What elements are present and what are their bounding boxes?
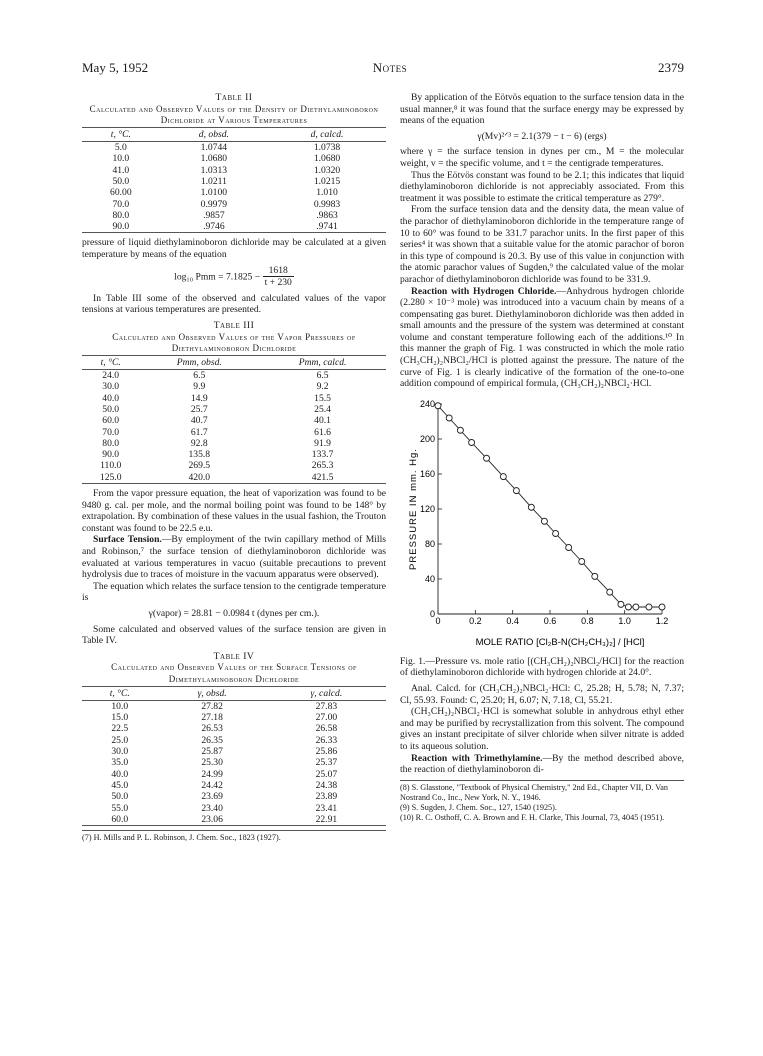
- table3: [82, 355, 386, 484]
- paragraph-surface-tension: [82, 534, 386, 580]
- table-row: [82, 187, 386, 198]
- header-page-number: 2379: [658, 60, 684, 75]
- data-point: [633, 604, 639, 610]
- table-cell: 23.89: [315, 791, 338, 803]
- table-row: [82, 142, 386, 154]
- table-cell: 27.18: [201, 712, 223, 724]
- table-cell: 22.91: [267, 814, 386, 826]
- table-row: [82, 404, 386, 415]
- hcl-text: —Anhydrous hydrogen chloride (2.280 × 10⁻³ mole) was introduced into a vacuum chain by means of a compensating gas buret. Diethylaminoboron dichloride was then added in small amounts and the pressure of the system was determined at constant volume and constant temperature following each of the additions.¹⁰ In this manner the graph of Fig. 1 was constructed in which the mole ratio (CH₃CH₂)₂NBCl₂/HCl is plotted against the pressure. The nature of the curve of Fig. 1 is clearly indicative of the formation of the one-to-one addition compound of empirical formula, (CH₃CH₂)₂NBCl₂·HCl.: [400, 285, 684, 390]
- paragraph-hydrogen-chloride: [400, 286, 684, 390]
- paragraph-vapor-equation-intro: pressure of liquid diethylaminoboron dichloride may be calculated at a given temperature by means of the equation: [82, 237, 386, 261]
- footnote-9: (9) S. Sugden, J. Chem. Soc., 127, 1540 (1925).: [400, 802, 557, 812]
- table-cell: 61.7: [190, 426, 208, 438]
- data-point: [446, 415, 452, 421]
- paragraph-analysis: Anal. Calcd. for (CH₃CH₂)₂NBCl₂·HCl: C, 25.28; H, 5.78; N, 7.37; Cl, 55.93. Found: C, 25.20; H, 6.07; N, 7.18, Cl, 55.21.: [400, 683, 684, 706]
- right-column: [400, 92, 684, 823]
- header-section: Notes: [372, 60, 408, 75]
- x-tick-label: 0.6: [543, 615, 557, 626]
- data-point: [625, 604, 631, 610]
- table-cell: 1.0215: [313, 175, 341, 187]
- table-cell: 60.00: [110, 187, 132, 199]
- table-row: [82, 393, 386, 404]
- data-point: [607, 589, 613, 595]
- data-point: [513, 487, 519, 493]
- table-cell: 421.5: [259, 472, 386, 484]
- y-tick-label: 160: [419, 468, 435, 479]
- y-tick-label: 0: [429, 608, 435, 619]
- x-tick-label: 0.8: [581, 615, 594, 626]
- section-heading-hcl: Reaction with Hydrogen Chloride.: [411, 285, 557, 297]
- data-point: [528, 504, 534, 510]
- table-cell: 30.0: [111, 746, 129, 758]
- equation-surface-tension: γ(vapor) = 28.81 − 0.0984 t (dynes per cm.).: [148, 608, 320, 619]
- surface-tension-text: —By employment of the twin capillary method of Mills and Robinson,⁷ the surface tension of diethylaminoboron dichloride was evaluated at various temperatures in vacuo (suitable precautions to prevent hydrolysis due to traces of moisture in the vacuum apparatus were observed).: [82, 534, 386, 581]
- paragraph-parachor: From the surface tension data and the density data, the mean value of the parachor of diethylaminoboron dichloride in the temperature range of 10 to 60° was found to be 331.7 parachor units. In the first paper of this series⁴ it was shown that a suitable value for the atomic parachor of boron in this type of compound is 20.3. By use of this value in conjunction with the atomic parachor values of Sugden,⁹ the calculated value of the molar parachor of diethylaminoboron dichloride was found to be 331.9.: [400, 204, 684, 285]
- table-cell: 15.5: [314, 392, 331, 404]
- table-cell: 1.0680: [313, 153, 341, 165]
- footnote-10: (10) R. C. Osthoff, C. A. Brown and F. H. Clarke, This Journal, 73, 4045 (1951).: [400, 812, 665, 822]
- table-cell: 50.0: [112, 175, 130, 187]
- table-row: [82, 381, 386, 392]
- table-cell: .9863: [316, 209, 338, 221]
- table-row: [82, 757, 386, 768]
- table-cell: 35.0: [111, 757, 129, 769]
- table-header-row: [82, 686, 386, 700]
- table-row: [82, 221, 386, 233]
- x-tick-label: 0.4: [506, 615, 519, 626]
- table-row: [82, 712, 386, 723]
- table-cell: .9741: [268, 221, 386, 233]
- table-row: [82, 735, 386, 746]
- table-cell: 14.9: [190, 392, 208, 404]
- section-heading-trimethylamine: Reaction with Trimethylamine.: [411, 752, 543, 764]
- data-point: [500, 473, 506, 479]
- table-row: [82, 769, 386, 780]
- data-point: [541, 518, 547, 524]
- equation-numerator: 1618: [263, 265, 294, 278]
- table-cell: 30.0: [102, 381, 120, 393]
- table-cell: 26.53: [201, 723, 223, 735]
- table-cell: 1.0100: [200, 187, 228, 199]
- table-header-cell: γ, obsd.: [157, 686, 266, 700]
- table-cell: 265.3: [311, 460, 334, 472]
- table-row: [82, 472, 386, 484]
- table-cell: 40.1: [314, 415, 331, 427]
- table-cell: 25.7: [190, 403, 208, 415]
- table-cell: 23.06: [157, 814, 266, 826]
- paragraph-solubility: (CH₃CH₂)₂NBCl₂·HCl is somewhat soluble in anhydrous ethyl ether and may be purified by recrystallization from this solvent. The compound gives an instant precipitate of silver chloride when silver nitrate is added to its aqueous solution.: [400, 706, 684, 752]
- x-tick-label: 0: [435, 615, 441, 626]
- data-point: [435, 403, 441, 409]
- table2-caption: Calculated and Observed Values of the Density of Diethylaminoboron Dichloride at Various Temperatures: [89, 103, 379, 126]
- table-row: [82, 460, 386, 471]
- table-cell: 133.7: [311, 449, 334, 461]
- paragraph-table4-intro: Some calculated and observed values of the surface tension are given in Table IV.: [82, 623, 386, 647]
- table-cell: .9746: [160, 221, 268, 233]
- table-row: [82, 165, 386, 176]
- table-cell: 25.87: [201, 746, 223, 758]
- table-cell: 0.9979: [200, 198, 228, 210]
- table-cell: 50.0: [111, 791, 129, 803]
- x-tick-label: 1.0: [618, 615, 631, 626]
- table-row: [82, 153, 386, 164]
- table-header-row: [82, 355, 386, 369]
- table-cell: 1.0738: [313, 142, 341, 154]
- table-cell: 41.0: [112, 164, 130, 176]
- table-cell: 25.07: [315, 768, 338, 780]
- table-cell: 23.41: [315, 802, 338, 814]
- table-header-cell: d, calcd.: [268, 127, 386, 141]
- left-column: [82, 92, 386, 843]
- figure-1-chart: [400, 396, 684, 654]
- table-cell: 27.82: [201, 700, 223, 712]
- table-header-cell: t, °C.: [82, 355, 139, 369]
- table-cell: 420.0: [139, 472, 259, 484]
- table-header-row: [82, 127, 386, 141]
- table-cell: 25.4: [314, 403, 331, 415]
- data-point: [646, 604, 652, 610]
- table-row: [82, 210, 386, 221]
- paragraph-eotvos: By application of the Eötvös equation to the surface tension data in the usual manner,⁸ it was found that the surface energy may be expressed by means of the equation: [400, 92, 684, 127]
- equation-lhs: log₁₀ Pmm = 7.1825 −: [174, 270, 261, 282]
- table-row: [82, 199, 386, 210]
- table-cell: 23.69: [201, 791, 223, 803]
- table-cell: 90.0: [102, 449, 120, 461]
- table-row: [82, 723, 386, 734]
- table-header-cell: Pmm, calcd.: [259, 355, 386, 369]
- table-cell: 70.0: [112, 198, 130, 210]
- table-cell: 40.7: [190, 415, 208, 427]
- table-cell: 40.0: [111, 768, 129, 780]
- header-date: May 5, 1952: [82, 60, 149, 75]
- equation-denominator: t + 230: [264, 277, 292, 289]
- table-header-cell: Pmm, obsd.: [139, 355, 259, 369]
- table-cell: 60.0: [102, 415, 120, 427]
- table4-caption: Calculated and Observed Values of the Surface Tensions of Dimethylaminoboron Dichloride: [111, 662, 357, 684]
- data-point: [553, 530, 559, 536]
- table-cell: 24.0: [102, 370, 120, 382]
- table-row: [82, 791, 386, 802]
- footnote-7: (7) H. Mills and P. L. Robinson, J. Chem. Soc., 1823 (1927).: [82, 833, 281, 843]
- table-row: [82, 427, 386, 438]
- table-row: [82, 746, 386, 757]
- table-cell: 25.0: [111, 734, 129, 746]
- table-row: [82, 415, 386, 426]
- table-row: [82, 449, 386, 460]
- data-point: [579, 558, 585, 564]
- table-cell: 61.6: [314, 426, 331, 438]
- table-cell: 15.0: [111, 712, 129, 724]
- table-cell: 1.0211: [200, 175, 227, 187]
- data-point: [457, 427, 463, 433]
- table-cell: .9857: [203, 209, 225, 221]
- table-cell: 22.5: [111, 723, 129, 735]
- table-cell: 6.5: [193, 370, 206, 382]
- data-point: [469, 439, 475, 445]
- table-cell: 269.5: [188, 460, 211, 472]
- table4: [82, 686, 386, 827]
- equation-vapor-pressure: [82, 265, 386, 289]
- table-row: [82, 176, 386, 187]
- y-tick-label: 120: [419, 503, 435, 514]
- footnote-rule: [82, 830, 386, 831]
- table-row: [82, 370, 386, 382]
- y-axis-label: PRESSURE IN mm. Hg.: [408, 447, 419, 570]
- paragraph-table3-intro: In Table III some of the observed and calculated values of the vapor tensions at various temperatures are presented.: [82, 292, 386, 316]
- paragraph-surface-equation-intro: The equation which relates the surface tension to the centigrade temperature is: [82, 580, 386, 604]
- table-cell: 27.83: [315, 700, 338, 712]
- trimethylamine-text: —By the method described above, the reaction of diethylaminoboron di-: [400, 752, 685, 776]
- y-tick-label: 200: [419, 433, 435, 444]
- table-header-cell: γ, calcd.: [267, 686, 386, 700]
- table-cell: 25.86: [315, 746, 338, 758]
- table-cell: 26.35: [201, 734, 223, 746]
- table-header-cell: t, °C.: [82, 686, 157, 700]
- table-row: [82, 814, 386, 826]
- section-heading-surface-tension: Surface Tension.: [93, 534, 162, 546]
- table4-number: Table IV: [213, 650, 255, 662]
- table-row: [82, 780, 386, 791]
- table-cell: 1.0680: [200, 153, 228, 165]
- data-point: [484, 455, 490, 461]
- table-cell: 25.30: [201, 757, 223, 769]
- table-cell: 9.9: [193, 381, 206, 393]
- paragraph-where: where γ = the surface tension in dynes per cm., M = the molecular weight, v = the specific volume, and t = the centigrade temperatures.: [400, 146, 684, 169]
- table2: [82, 127, 386, 234]
- table-cell: 91.9: [314, 437, 331, 449]
- table-cell: 0.9983: [313, 198, 341, 210]
- table-header-cell: t, °C.: [82, 127, 160, 141]
- table-cell: 90.0: [82, 221, 160, 233]
- equation-fraction: [263, 265, 294, 289]
- equation-surface-energy: γ(Mv)²ᐟ³ = 2.1(379 − t − 6) (ergs): [477, 130, 607, 142]
- table-cell: 6.5: [316, 370, 329, 382]
- paragraph-eotvos-constant: Thus the Eötvös constant was found to be 2.1; this indicates that liquid diethylaminoboron dichloride is not appreciably associated. From this treatment it was possible to estimate the critical temperature as 279°.: [400, 169, 684, 204]
- footnote-rule-right: [400, 780, 684, 781]
- table-cell: 110.0: [100, 460, 122, 472]
- table3-number: Table III: [213, 320, 255, 332]
- table-cell: 92.8: [190, 437, 208, 449]
- table-cell: 5.0: [114, 142, 127, 154]
- table-cell: 50.0: [102, 403, 120, 415]
- table-row: [82, 700, 386, 712]
- table-cell: 23.40: [201, 802, 223, 814]
- table-cell: 135.8: [188, 449, 211, 461]
- table-cell: 60.0: [82, 814, 157, 826]
- table-cell: 70.0: [102, 426, 120, 438]
- table-cell: 125.0: [82, 472, 139, 484]
- series-line: [438, 406, 662, 607]
- y-tick-label: 240: [419, 398, 435, 409]
- table3-caption: Calculated and Observed Values of the Vapor Pressures of Diethylaminoboron Dichloride: [112, 331, 356, 354]
- table-row: [82, 803, 386, 814]
- table-cell: 1.0744: [200, 142, 228, 154]
- data-point: [659, 604, 665, 610]
- table-cell: 26.33: [315, 734, 338, 746]
- x-tick-label: 0.2: [469, 615, 482, 626]
- x-tick-label: 1.2: [655, 615, 669, 626]
- table-cell: 10.0: [111, 700, 129, 712]
- footnote-8: (8) S. Glasstone, "Textbook of Physical Chemistry," 2nd Ed., Chapter VII, D. Van Nostrand Co., Inc., New York, N. Y., 1946.: [400, 782, 668, 802]
- table-cell: 1.0313: [200, 164, 228, 176]
- table-cell: 27.00: [315, 712, 338, 724]
- x-axis-label: MOLE RATIO [Cl₂B-N(CH₂CH₃)₂] / [HCl]: [475, 636, 645, 648]
- figure-1-caption: Fig. 1.—Pressure vs. mole ratio [(CH₃CH₂)₂NBCl₂/HCl] for the reaction of diethylaminoboron dichloride with hydrogen chloride at 24.0°.: [400, 655, 684, 679]
- data-point: [592, 573, 598, 579]
- data-point: [618, 601, 624, 607]
- data-point: [566, 544, 572, 550]
- table-row: [82, 438, 386, 449]
- table-cell: 10.0: [112, 153, 130, 165]
- table-cell: 9.2: [316, 381, 329, 393]
- table-header-cell: d, obsd.: [160, 127, 268, 141]
- table-cell: 1.0320: [313, 164, 341, 176]
- paragraph-heat-of-vaporization: From the vapor pressure equation, the heat of vaporization was found to be 9480 g. cal. per mole, and the normal boiling point was found to be 148° by extrapolation. By combination of these values in the usual fashion, the Trouton constant was found to be 22.5 e.u.: [82, 488, 386, 534]
- table-cell: 24.42: [201, 779, 223, 791]
- table-cell: 26.58: [315, 723, 338, 735]
- table-cell: 24.99: [201, 768, 223, 780]
- y-tick-label: 40: [424, 573, 435, 584]
- table-cell: 80.0: [102, 437, 120, 449]
- table-cell: 24.38: [315, 779, 338, 791]
- table-cell: 45.0: [111, 779, 129, 791]
- table-cell: 25.37: [315, 757, 338, 769]
- y-tick-label: 80: [424, 538, 435, 549]
- table2-number: Table II: [215, 92, 253, 103]
- table-cell: 80.0: [112, 209, 130, 221]
- table-cell: 40.0: [102, 392, 120, 404]
- table-cell: 55.0: [111, 802, 129, 814]
- table-cell: 1.010: [316, 187, 338, 199]
- paragraph-trimethylamine: [400, 753, 684, 776]
